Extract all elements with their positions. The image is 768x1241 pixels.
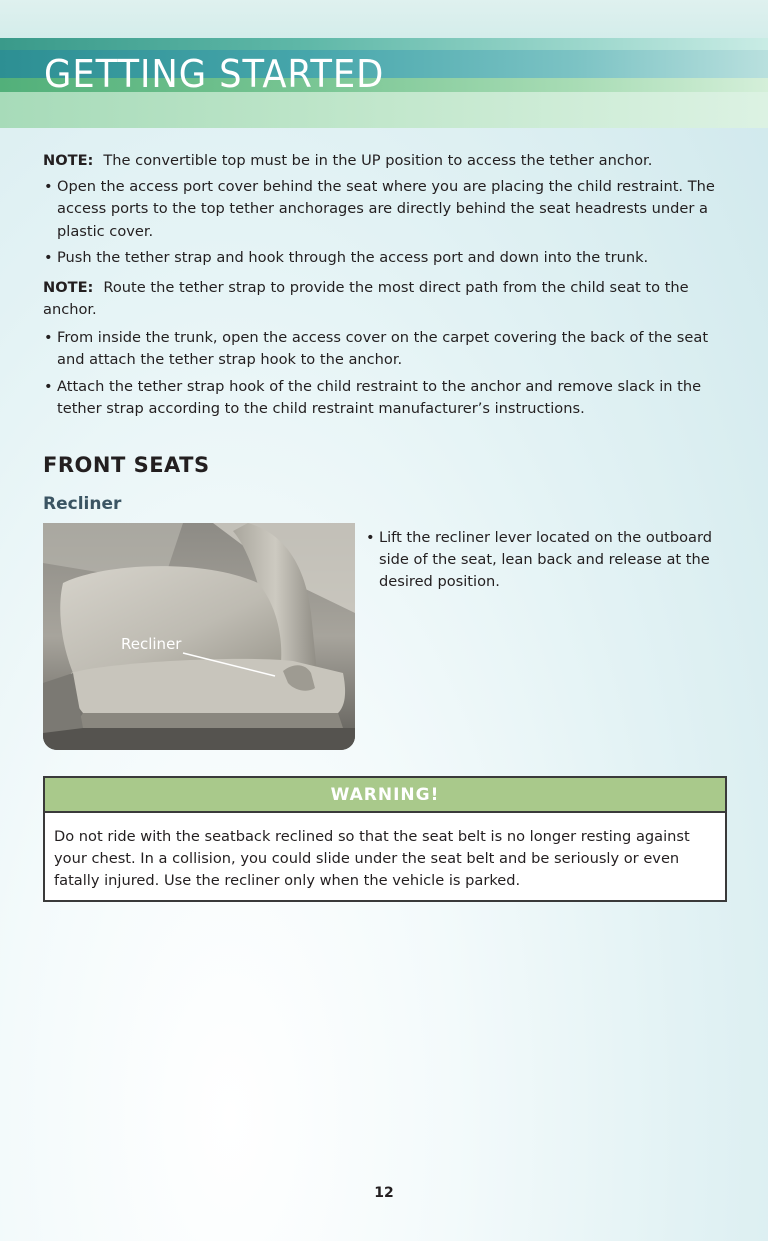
bullet-list [43,176,733,270]
tether-instructions [43,150,733,425]
chapter-title: GETTING STARTED [44,52,385,96]
note-text: Route the tether strap to provide the most direct path from the child seat to the anchor. [43,278,689,318]
recliner-instructions [365,527,725,597]
photo-callout-label: Recliner [121,635,182,653]
warning-title: WARNING! [45,778,725,813]
list-item: • Attach the tether strap hook of the child restraint to the anchor and remove slack in the tether strap according to the child restraint manufacturer’s instructions. [43,376,733,421]
note-text: The convertible top must be in the UP position to access the tether anchor. [103,152,653,169]
header-stripe [0,38,768,50]
seat-illustration [43,523,355,750]
note-label: NOTE: [43,152,94,169]
note-label: NOTE: [43,278,94,296]
warning-text: Do not ride with the seatback reclined so that the seat belt is no longer resting against your chest. In a collision, you could slide under the seat belt and be seriously or even fatally injured. Use the recliner only when the vehicle is parked. [54,828,690,889]
note-paragraph [43,150,733,173]
subsection-heading: Recliner [43,494,122,514]
chapter-header [0,0,768,128]
list-item: • Push the tether strap and hook through the access port and down into the trunk. [43,247,733,270]
section-heading: FRONT SEATS [43,453,210,477]
warning-box [43,776,727,902]
list-item: • Open the access port cover behind the seat where you are placing the child restraint. The access ports to the top tether anchorages are directly behind the seat headrests under a plastic cover. [43,176,733,244]
page-number: 12 [374,1185,394,1201]
list-item: • Lift the recliner lever located on the outboard side of the seat, lean back and release at the desired position. [365,527,725,593]
bullet-list [43,327,733,421]
note-paragraph [43,277,733,322]
recliner-photo [43,523,355,750]
bullet-list [365,527,725,593]
list-item: • From inside the trunk, open the access cover on the carpet covering the back of the seat and attach the tether strap hook to the anchor. [43,327,733,372]
